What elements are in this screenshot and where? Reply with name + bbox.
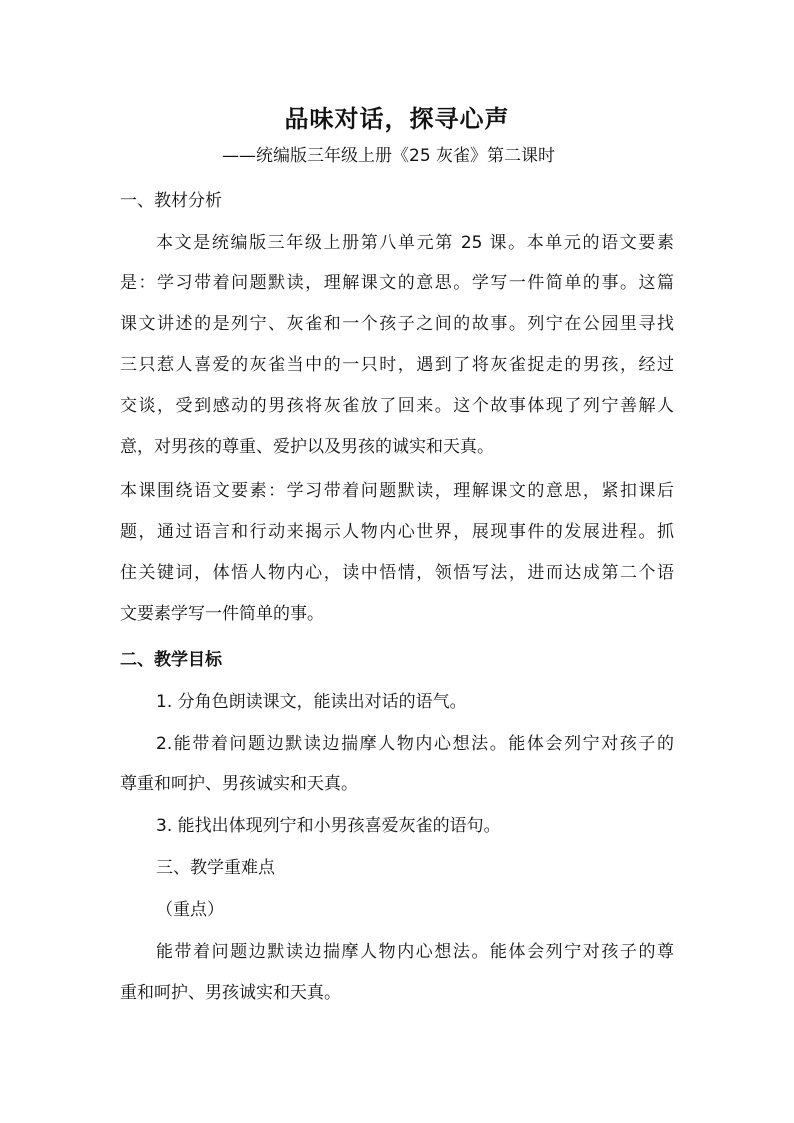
paragraph-line: 本课围绕语文要素：学习带着问题默读，理解课文的意思，紧扣课后: [120, 481, 674, 501]
key-point-line: 重和呵护、男孩诚实和天真。: [120, 983, 341, 1003]
objective-item-2-line: 尊重和呵护、男孩诚实和天真。: [120, 774, 358, 794]
paragraph-line: 文要素学写一件简单的事。: [120, 604, 324, 624]
section-heading-analysis: 一、教材分析: [120, 191, 222, 211]
document-subtitle: ——统编版三年级上册《25 灰雀》第二课时: [222, 146, 556, 166]
paragraph-line: 本文是统编版三年级上册第八单元第 25 课。本单元的语文要素: [156, 233, 674, 253]
key-point-label: （重点）: [156, 900, 224, 920]
objective-item-3: 3. 能找出体现列宁和小男孩喜爱灰雀的语句。: [156, 816, 501, 836]
paragraph-line: 住关键词，体悟人物内心，读中悟情，领悟写法，进而达成第二个语: [120, 563, 674, 583]
paragraph-line: 意，对男孩的尊重、爱护以及男孩的诚实和天真。: [120, 437, 494, 457]
section-heading-objectives: 二、教学目标: [120, 650, 222, 670]
objective-item-2-line: 2.能带着问题边默读边揣摩人物内心想法。能体会列宁对孩子的: [156, 734, 674, 754]
paragraph-line: 题，通过语言和行动来揭示人物内心世界，展现事件的发展进程。抓: [120, 522, 674, 542]
section-heading-keypoints: 三、教学重难点: [156, 858, 275, 878]
paragraph-line: 三只惹人喜爱的灰雀当中的一只时，遇到了将灰雀捉走的男孩，经过: [120, 355, 674, 375]
document-title: 品味对话，探寻心声: [284, 105, 510, 133]
key-point-line: 能带着问题边默读边揣摩人物内心想法。能体会列宁对孩子的尊: [156, 942, 674, 962]
objective-item-1: 1. 分角色朗读课文，能读出对话的语气。: [156, 692, 467, 712]
paragraph-line: 是：学习带着问题默读，理解课文的意思。学写一件简单的事。这篇: [120, 273, 674, 293]
paragraph-line: 课文讲述的是列宁、灰雀和一个孩子之间的故事。列宁在公园里寻找: [120, 314, 674, 334]
paragraph-line: 交谈，受到感动的男孩将灰雀放了回来。这个故事体现了列宁善解人: [120, 396, 674, 416]
